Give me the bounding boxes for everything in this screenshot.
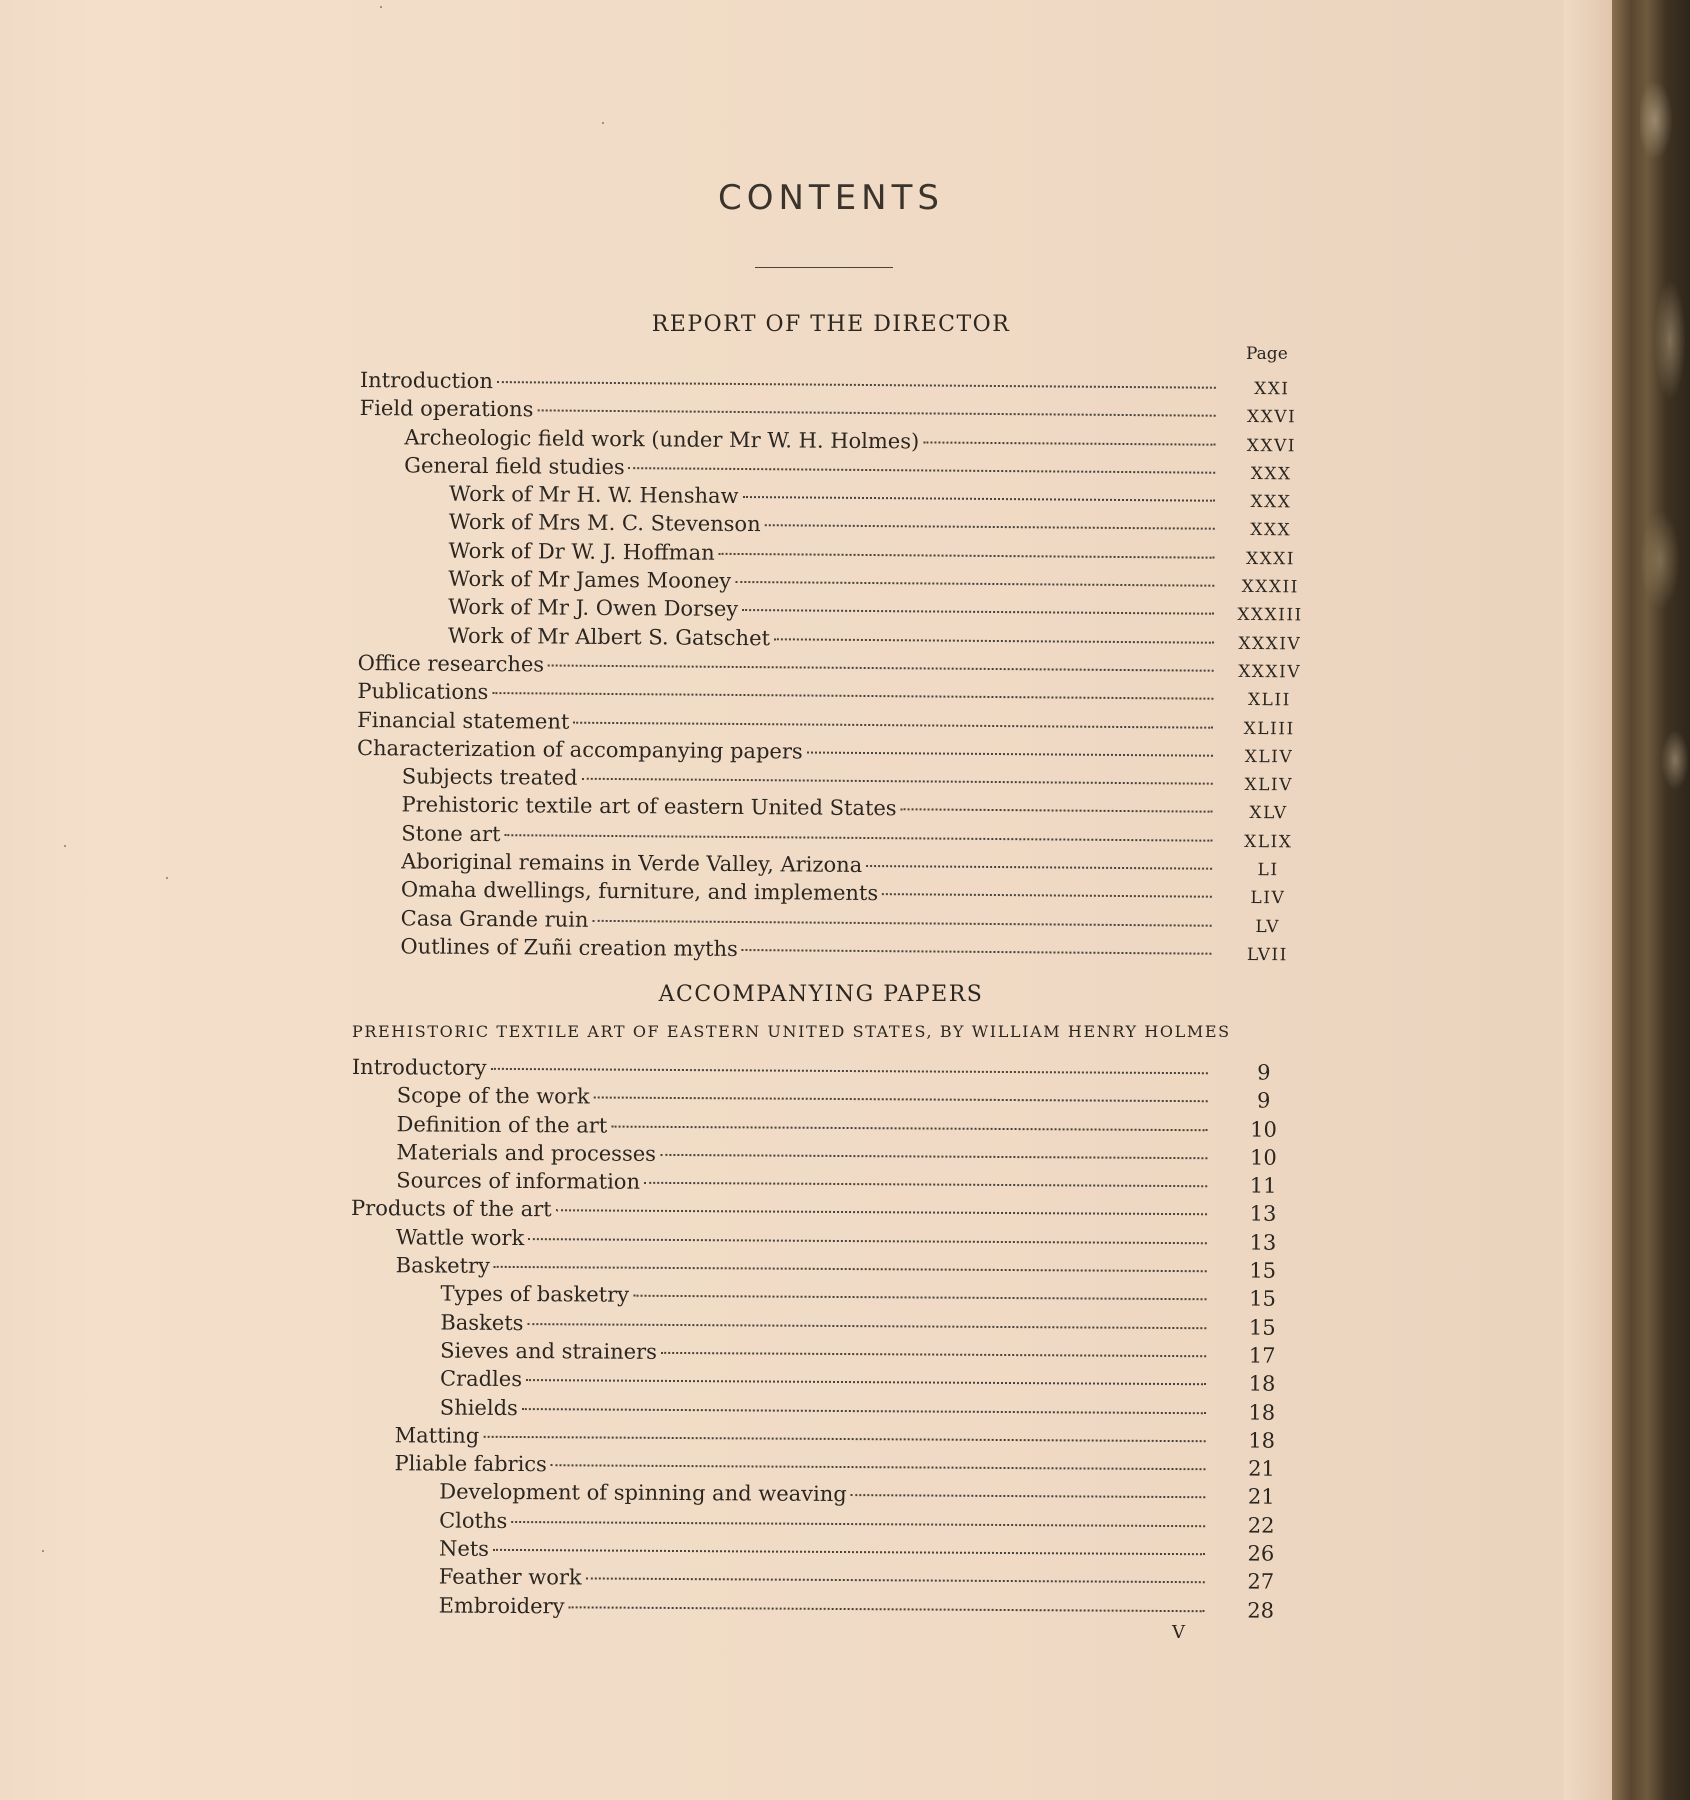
- paper-speck: [380, 6, 382, 8]
- toc-entry-page: XXXIV: [1238, 633, 1302, 655]
- toc-entry-label: Work of Mrs M. C. Stevenson: [448, 510, 761, 537]
- toc-entry-page: XXI: [1254, 379, 1290, 400]
- toc-entry-label: Prehistoric textile art of eastern United States: [401, 792, 897, 821]
- toc-entry-page: 26: [1247, 1541, 1275, 1566]
- toc-entry-label: Characterization of accompanying papers: [356, 735, 803, 764]
- toc-entry-label: Feather work: [438, 1564, 582, 1590]
- toc-entry-page: 21: [1247, 1484, 1275, 1510]
- folio-number: V: [1172, 1622, 1185, 1643]
- toc-entry-page: 15: [1248, 1315, 1276, 1340]
- toc-entry: [349, 1593, 1309, 1627]
- toc-entry-label: Work of Mr James Mooney: [448, 566, 732, 593]
- dot-leader: [568, 1606, 1204, 1612]
- dot-leader: [629, 467, 1216, 474]
- page-title: CONTENTS: [718, 178, 944, 218]
- dot-leader: [611, 1125, 1207, 1131]
- toc-entry-page: XLIX: [1244, 831, 1293, 853]
- dot-leader: [774, 638, 1214, 643]
- paper-title: PREHISTORIC TEXTILE ART OF EASTERN UNITED STATES, BY WILLIAM HENRY HOLMES: [352, 1022, 1231, 1041]
- papers-section-heading: ACCOMPANYING PAPERS: [658, 982, 984, 1007]
- toc-entry-label: Outlines of Zuñi creation myths: [400, 934, 738, 961]
- toc-entry-page: 10: [1249, 1145, 1277, 1170]
- dot-leader: [491, 1068, 1208, 1074]
- dot-leader: [882, 893, 1212, 898]
- toc-entry-label: Office researches: [357, 650, 545, 677]
- paper-speck: [64, 845, 66, 847]
- dot-leader: [526, 1379, 1206, 1385]
- dot-leader: [742, 949, 1212, 955]
- toc-entry-label: Casa Grande ruin: [400, 905, 589, 932]
- toc-entry-page: XXVI: [1246, 407, 1297, 428]
- toc-entry-label: Sources of information: [396, 1168, 641, 1194]
- title-rule-divider: [755, 267, 893, 268]
- dot-leader: [660, 1154, 1207, 1159]
- toc-entry-page: XLIV: [1244, 775, 1294, 796]
- toc-entry-label: Products of the art: [350, 1196, 552, 1222]
- toc-entry-label: Archeologic field work (under Mr W. H. Holmes): [404, 424, 920, 453]
- toc-entry-page: 9: [1256, 1088, 1271, 1113]
- toc-entry-label: Scope of the work: [396, 1083, 590, 1109]
- dot-leader: [807, 751, 1213, 756]
- dot-leader: [504, 834, 1212, 842]
- toc-entry-page: LV: [1255, 916, 1280, 937]
- toc-entry-label: Publications: [357, 679, 489, 705]
- toc-entry-page: XXXI: [1245, 548, 1296, 570]
- toc-entry-page: 18: [1248, 1371, 1276, 1396]
- papers-toc: [349, 1055, 1312, 1627]
- dot-leader: [494, 1266, 1207, 1272]
- report-section-heading: REPORT OF THE DIRECTOR: [651, 312, 1011, 337]
- toc-entry-label: Pliable fabrics: [394, 1451, 547, 1477]
- dot-leader: [522, 1408, 1206, 1414]
- toc-entry-page: 13: [1249, 1201, 1277, 1227]
- toc-entry-label: Nets: [438, 1536, 490, 1561]
- dot-leader: [743, 496, 1215, 502]
- dot-leader: [497, 381, 1216, 389]
- toc-entry-label: Wattle work: [395, 1225, 525, 1250]
- toc-entry-page: XLIII: [1243, 718, 1295, 739]
- toc-entry-page: 27: [1247, 1569, 1275, 1594]
- toc-entry-label: Shields: [439, 1395, 518, 1420]
- toc-entry-page: 15: [1249, 1286, 1276, 1312]
- dot-leader: [644, 1182, 1207, 1187]
- toc-entry-label: Omaha dwellings, furniture, and implements: [400, 877, 879, 906]
- toc-entry-label: Basketry: [395, 1253, 491, 1278]
- dot-leader: [548, 664, 1214, 671]
- toc-entry-label: Introduction: [359, 368, 493, 394]
- toc-entry-label: General field studies: [404, 453, 625, 479]
- toc-entry-label: Subjects treated: [401, 764, 578, 790]
- toc-entry-page: 15: [1249, 1258, 1277, 1283]
- toc-entry-page: XXXII: [1241, 577, 1300, 598]
- dot-leader: [765, 525, 1215, 531]
- toc-entry-page: 28: [1247, 1598, 1275, 1623]
- toc-entry-label: Financial statement: [357, 707, 570, 734]
- dot-leader: [528, 1238, 1207, 1244]
- toc-entry-page: XXVI: [1246, 435, 1297, 456]
- toc-entry-page: 22: [1247, 1513, 1275, 1538]
- toc-entry-page: 10: [1250, 1117, 1277, 1142]
- toc-entry-page: LVII: [1246, 944, 1288, 966]
- toc-entry-page: XXX: [1250, 520, 1292, 541]
- toc-entry-page: 11: [1249, 1173, 1277, 1198]
- toc-entry-label: Sieves and strainers: [440, 1338, 657, 1364]
- dot-leader: [866, 865, 1212, 870]
- toc-entry-label: Cradles: [439, 1366, 523, 1392]
- dot-leader: [594, 1097, 1208, 1103]
- toc-entry-label: Cloths: [439, 1508, 508, 1533]
- toc-entry-page: XXX: [1250, 463, 1292, 485]
- toc-entry-page: 21: [1248, 1456, 1275, 1481]
- dot-leader: [901, 809, 1213, 813]
- toc-entry-page: 13: [1249, 1230, 1277, 1255]
- dot-leader: [592, 919, 1211, 926]
- toc-entry-label: Baskets: [440, 1310, 524, 1335]
- toc-entry-page: XXXIV: [1238, 661, 1302, 683]
- toc-entry-label: Development of spinning and weaving: [439, 1479, 847, 1507]
- toc-entry-label: Introductory: [351, 1055, 487, 1080]
- toc-entry-page: LI: [1257, 860, 1279, 881]
- dot-leader: [661, 1352, 1206, 1357]
- toc-entry-page: 9: [1257, 1060, 1271, 1085]
- dot-leader: [537, 410, 1215, 417]
- toc-entry-page: 18: [1248, 1400, 1276, 1425]
- toc-entry-label: Materials and processes: [396, 1140, 657, 1166]
- dot-leader: [742, 609, 1214, 615]
- toc-entry-label: Embroidery: [438, 1593, 565, 1618]
- dot-leader: [483, 1436, 1205, 1442]
- toc-entry-page: XXX: [1250, 492, 1292, 513]
- paper-speck: [602, 122, 604, 124]
- toc-entry-page: XLIV: [1244, 746, 1294, 768]
- toc-entry-label: Work of Dr W. J. Hoffman: [448, 538, 715, 565]
- dot-leader: [719, 553, 1215, 559]
- toc-entry-page: 18: [1248, 1428, 1276, 1453]
- dot-leader: [527, 1323, 1206, 1329]
- toc-entry-label: Work of Mr J. Owen Dorsey: [448, 595, 739, 622]
- dot-leader: [581, 778, 1212, 785]
- dot-leader: [556, 1210, 1207, 1216]
- toc-entry-label: Aboriginal remains in Verde Valley, Arizona: [401, 849, 863, 878]
- toc-entry-label: Work of Mr Albert S. Gatschet: [447, 623, 771, 650]
- toc-entry-page: XXXIII: [1237, 605, 1303, 626]
- toc-entry-label: Work of Mr H. W. Henshaw: [448, 481, 739, 509]
- toc-entry-page: LIV: [1250, 888, 1286, 909]
- dot-leader: [511, 1521, 1205, 1527]
- director-report-toc: [355, 368, 1320, 970]
- toc-entry-page: XLII: [1247, 690, 1291, 711]
- dot-leader: [551, 1464, 1206, 1470]
- dot-leader: [492, 692, 1213, 700]
- toc-entry-page: XLV: [1249, 803, 1288, 824]
- toc-entry-label: Field operations: [359, 396, 534, 422]
- toc-entry-label: Stone art: [401, 821, 501, 846]
- dot-leader: [586, 1578, 1205, 1584]
- toc-entry-label: Types of basketry: [440, 1281, 630, 1308]
- binding-wear: [1640, 0, 1690, 1800]
- dot-leader: [851, 1495, 1206, 1499]
- toc-entry-label: Definition of the art: [396, 1111, 608, 1138]
- dot-leader: [633, 1295, 1206, 1301]
- dot-leader: [923, 441, 1215, 445]
- page-column-label: Page: [1246, 344, 1288, 364]
- paper-speck: [42, 1550, 44, 1552]
- dot-leader: [573, 721, 1213, 728]
- paper-speck: [166, 877, 168, 879]
- dot-leader: [735, 581, 1214, 587]
- dot-leader: [493, 1549, 1205, 1555]
- toc-entry-page: 17: [1248, 1343, 1276, 1368]
- toc-entry-label: Matting: [394, 1423, 480, 1448]
